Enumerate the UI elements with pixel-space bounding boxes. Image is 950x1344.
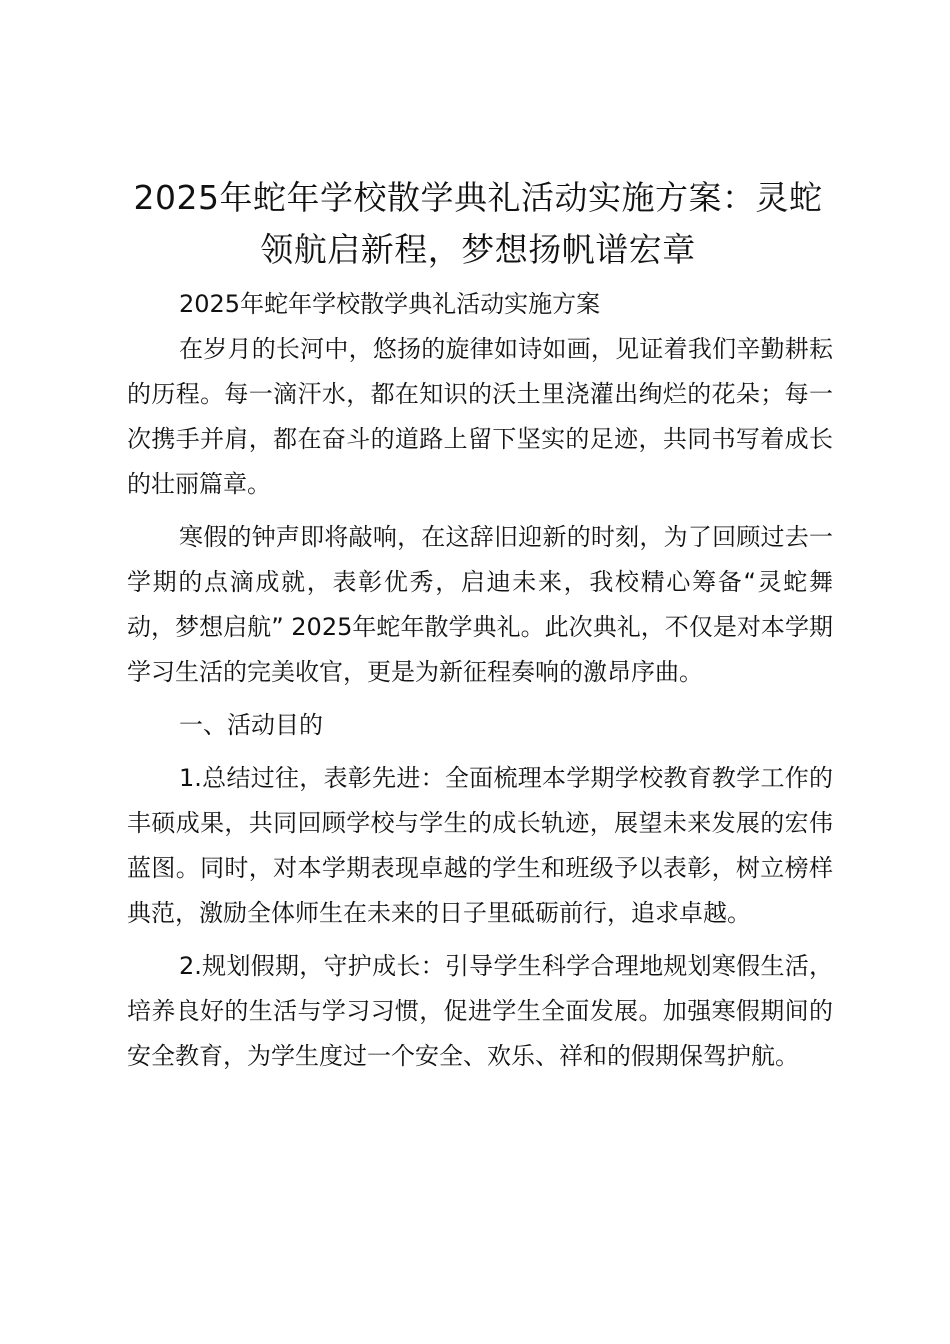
list-item: 1.总结过往，表彰先进：全面梳理本学期学校教育教学工作的丰硕成果，共同回顾学校与学生的成长轨迹，展望未来发展的宏伟蓝图。同时，对本学期表现卓越的学生和班级予以表彰，树立榜样典范，激励全体师生在未来的日子里砥砺前行，追求卓越。 [127,764,833,927]
document-body [127,282,833,1087]
intro-paragraph-1: 在岁月的长河中，悠扬的旋律如诗如画，见证着我们辛勤耕耘的历程。每一滴汗水，都在知识的沃土里浇灌出绚烂的花朵；每一次携手并肩，都在奋斗的道路上留下坚实的足迹，共同书写着成长的壮丽篇章。 [127,335,833,498]
intro-paragraph-2: 寒假的钟声即将敲响，在这辞旧迎新的时刻，为了回顾过去一学期的点滴成就，表彰优秀，启迪未来，我校精心筹备“灵蛇舞动，梦想启航” 2025年蛇年散学典礼。此次典礼，不仅是对本学期学习生活的完美收官，更是为新征程奏响的激昂序曲。 [127,523,833,686]
section-heading: 一、活动目的 [179,711,323,739]
document-title: 2025年蛇年学校散学典礼活动实施方案：灵蛇领航启新程，梦想扬帆谱宏章 [133,178,823,269]
document-subtitle: 2025年蛇年学校散学典礼活动实施方案 [179,290,601,318]
list-item: 2.规划假期，守护成长：引导学生科学合理地规划寒假生活，培养良好的生活与学习习惯，促进学生全面发展。加强寒假期间的安全教育，为学生度过一个安全、欢乐、祥和的假期保驾护航。 [127,952,833,1070]
